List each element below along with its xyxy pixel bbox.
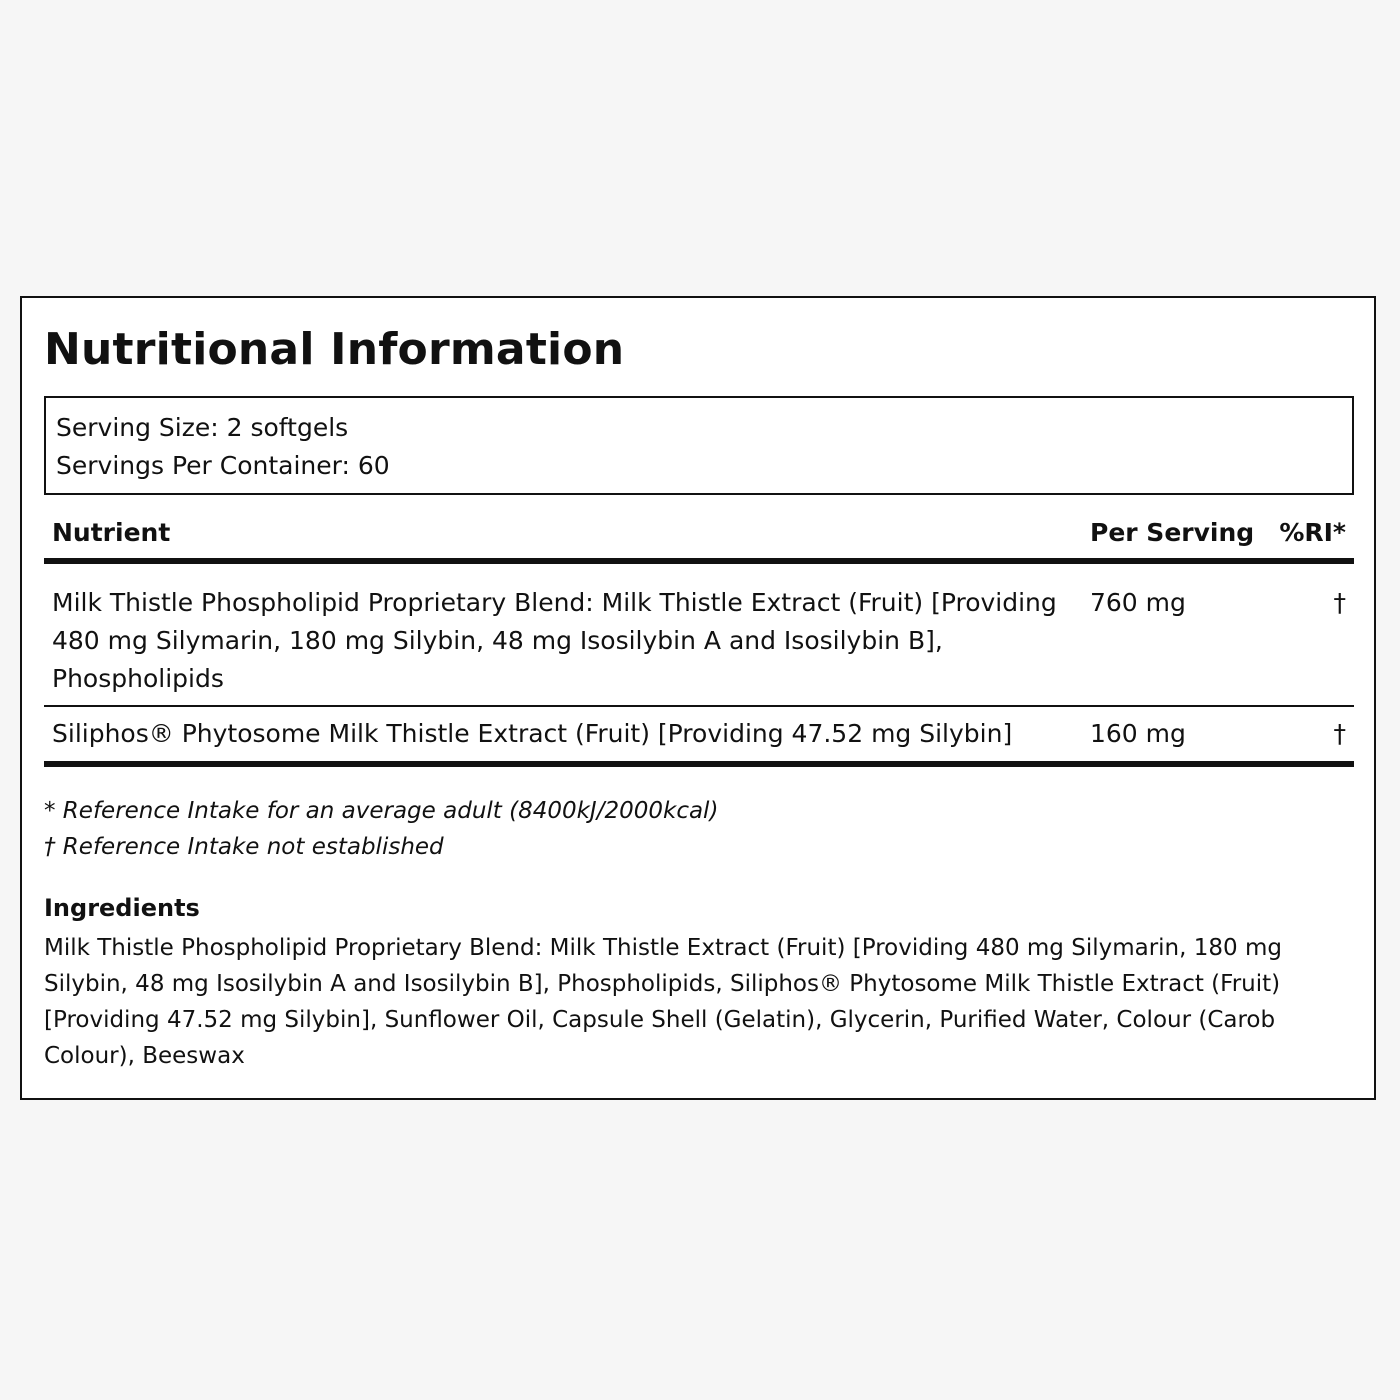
nutrient-ri: † xyxy=(1333,588,1346,617)
footnote-ri-average: * Reference Intake for an average adult (8400kJ/2000kcal) xyxy=(44,798,719,824)
nutrient-name: Milk Thistle Phospholipid Proprietary Blend: Milk Thistle Extract (Fruit) [Providing 480 mg Silymarin, 180 mg Silybin, 48 mg Isosilybin A and Isosilybin B], Phospholipids xyxy=(52,588,1057,693)
serving-info-box xyxy=(44,396,1354,495)
header-ri: %RI* xyxy=(1279,518,1346,547)
nutrient-name: Siliphos® Phytosome Milk Thistle Extract (Fruit) [Providing 47.52 mg Silybin] xyxy=(52,719,1013,748)
servings-per-container: Servings Per Container: 60 xyxy=(56,451,390,480)
footnote-ri-not-established: † Reference Intake not established xyxy=(44,834,444,860)
nutrient-table xyxy=(44,513,1354,767)
nutrient-ri: † xyxy=(1333,719,1346,748)
page-title: Nutritional Information xyxy=(44,324,625,375)
table-row xyxy=(44,707,1354,767)
nutrient-amount: 160 mg xyxy=(1090,719,1186,748)
nutrient-amount: 760 mg xyxy=(1090,588,1186,617)
table-header-row xyxy=(44,513,1354,564)
ingredients-list: Milk Thistle Phospholipid Proprietary Blend: Milk Thistle Extract (Fruit) [Providing 480 mg Silymarin, 180 mg Silybin, 48 mg Isosilybin A and Isosilybin B], Phospholipids, Siliphos® Phytosome Milk Thistle Extract (Fruit) [Providing 47.52 mg Silybin], Sunflower Oil, Capsule Shell (Gelatin), Glycerin, Purified Water, Colour (Carob Colour), Beeswax xyxy=(44,935,1282,1069)
footnotes xyxy=(44,793,1354,865)
header-nutrient: Nutrient xyxy=(52,518,171,547)
ingredients-heading: Ingredients xyxy=(44,894,200,922)
nutrition-panel xyxy=(20,296,1376,1100)
header-per-serving: Per Serving xyxy=(1090,518,1255,547)
table-row xyxy=(44,564,1354,707)
serving-size: Serving Size: 2 softgels xyxy=(56,413,349,442)
